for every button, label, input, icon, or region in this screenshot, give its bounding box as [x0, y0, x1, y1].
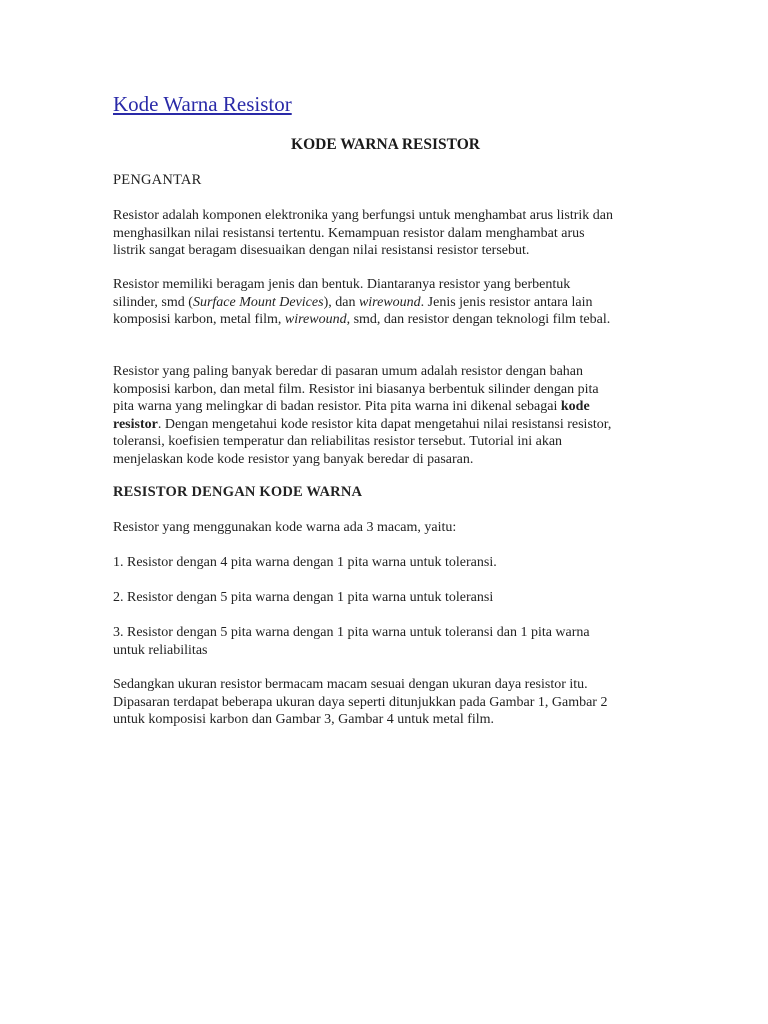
list-item-1: 1. Resistor dengan 4 pita warna dengan 1 pita warna untuk toleransi. [113, 555, 497, 570]
italic-term: wirewound [284, 312, 347, 327]
paragraph-line: menjelaskan kode kode resistor yang banyak beredar di pasaran. [113, 451, 474, 467]
paragraph-line: Resistor adalah komponen elektronika yang berfungsi untuk menghambat arus listrik dan [113, 208, 613, 223]
document-title: KODE WARNA RESISTOR [291, 136, 480, 153]
paragraph-common-resistors [113, 363, 658, 468]
paragraph-line: toleransi, koefisien temperatur dan reliabilitas resistor tersebut. Tutorial ini akan [113, 434, 563, 449]
bold-term: kode [560, 399, 590, 414]
paragraph-line: untuk komposisi karbon dan Gambar 3, Gambar 4 untuk metal film. [113, 712, 495, 727]
section-heading-pengantar: PENGANTAR [113, 172, 202, 188]
paragraph-line: Sedangkan ukuran resistor bermacam macam sesuai dengan ukuran daya resistor itu. [113, 677, 588, 692]
paragraph-line: resistor. Dengan mengetahui kode resistor kita dapat mengetahui nilai resistansi resistor, [113, 416, 612, 432]
paragraph-types [113, 276, 658, 329]
section-heading-kode-warna: RESISTOR DENGAN KODE WARNA [113, 484, 363, 500]
paragraph-line: listrik sangat beragam disesuaikan dengan nilai resistansi resistor tersebut. [113, 243, 530, 258]
paragraph-line: komposisi karbon, metal film, wirewound, smd, dan resistor dengan teknologi film tebal. [113, 312, 611, 327]
paragraph-three-types [113, 519, 658, 537]
paragraph-line: menghasilkan nilai resistansi tertentu. Kemampuan resistor dalam menghambat arus [113, 225, 585, 241]
paragraph-intro [113, 207, 658, 260]
paragraph-line: silinder, smd (Surface Mount Devices), dan wirewound. Jenis jenis resistor antara lain [113, 294, 593, 310]
list-item-3: 3. Resistor dengan 5 pita warna dengan 1 pita warna untuk toleransi dan 1 pita warna untuk reliabilitas [113, 625, 590, 658]
paragraph-line: Resistor yang menggunakan kode warna ada 3 macam, yaitu: [113, 520, 457, 535]
paragraph-line: Dipasaran terdapat beberapa ukuran daya seperti ditunjukkan pada Gambar 1, Gambar 2 [113, 694, 608, 710]
bold-term: resistor [113, 416, 158, 432]
list-item-2: 2. Resistor dengan 5 pita warna dengan 1 pita warna untuk toleransi [113, 590, 494, 605]
paragraph-line: Resistor memiliki beragam jenis dan bentuk. Diantaranya resistor yang berbentuk [113, 277, 571, 292]
paragraph-line: pita warna yang melingkar di badan resistor. Pita pita warna ini dikenal sebagai kode [113, 399, 590, 414]
title-link[interactable]: Kode Warna Resistor [113, 92, 292, 116]
paragraph-line: Resistor yang paling banyak beredar di pasaran umum adalah resistor dengan bahan [113, 364, 584, 379]
paragraph-line: komposisi karbon, dan metal film. Resistor ini biasanya berbentuk silinder dengan pita [113, 381, 599, 397]
italic-term: Surface Mount Devices [192, 294, 324, 310]
paragraph-sizes [113, 676, 658, 729]
italic-term: wirewound [358, 294, 421, 310]
